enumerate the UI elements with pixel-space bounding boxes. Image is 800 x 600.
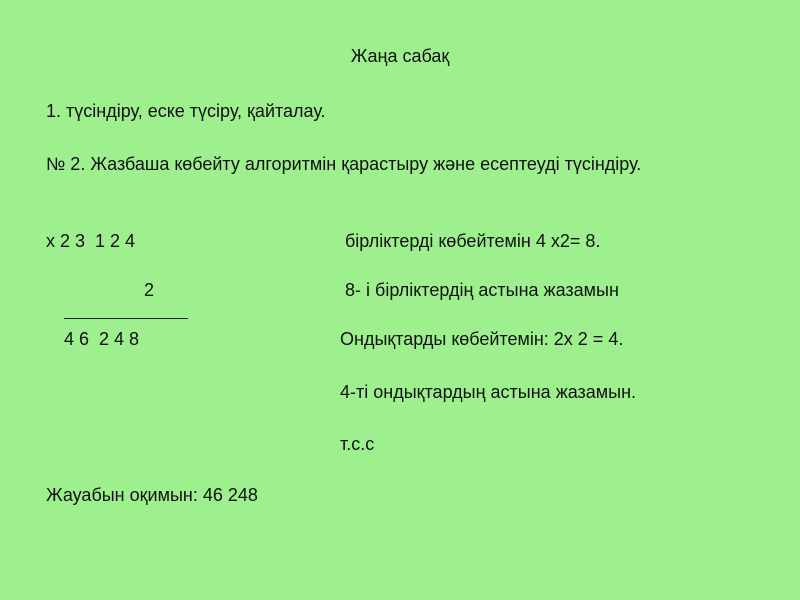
task-text: № 2. Жазбаша көбейту алгоритмін қарастыру және есептеуді түсіндіру. (46, 154, 642, 174)
explanation-step-4: 4-ті ондықтардың астына жазамын. (340, 382, 637, 402)
multiplier: 2 (144, 280, 155, 300)
multiplicand-line: х 2 3 1 2 4 (46, 231, 136, 251)
explanation-step-3: Ондықтарды көбейтемін: 2х 2 = 4. (340, 329, 624, 349)
explanation-step-1: бірліктерді көбейтемін 4 х2= 8. (345, 231, 601, 251)
answer-text: Жауабын оқимын: 46 248 (46, 485, 258, 505)
calculation-rule (64, 318, 188, 319)
explanation-step-2: 8- і бірліктердің астына жазамын (345, 280, 619, 300)
explanation-etc: т.с.с (340, 434, 375, 454)
result-line: 4 6 2 4 8 (64, 329, 140, 349)
step-one-text: 1. түсіндіру, еске түсіру, қайталау. (46, 101, 326, 121)
slide-title: Жаңа сабақ (350, 46, 450, 66)
